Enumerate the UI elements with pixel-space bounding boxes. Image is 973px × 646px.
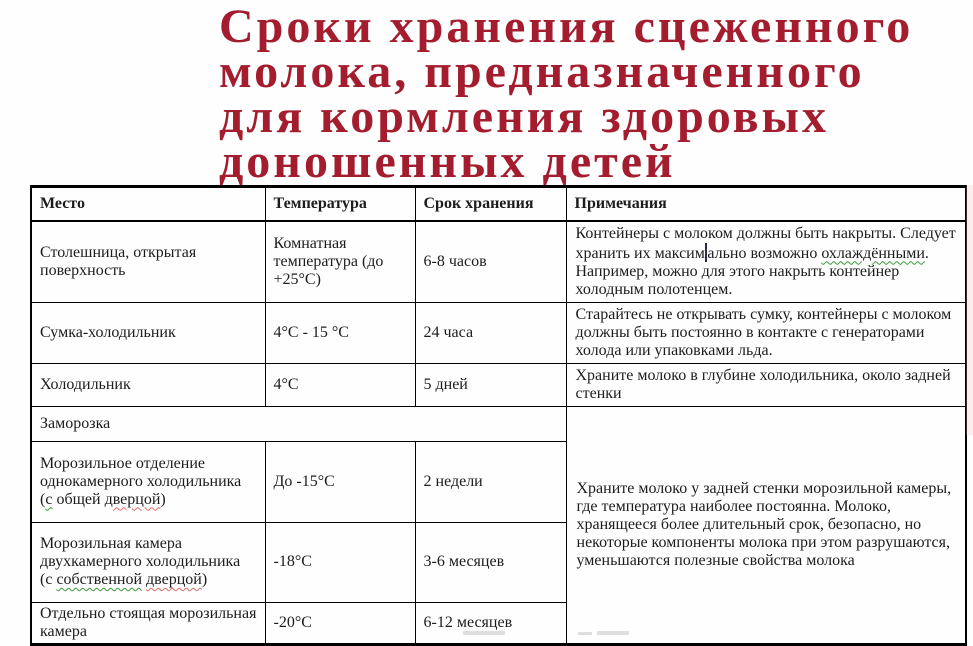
cell-cooler-bag-note[interactable]: Старайтесь не открывать сумку, контейнеры с молоком должны быть постоянно в контакте с генераторами холода или упаковками льда. — [566, 302, 966, 363]
cell-section-freezing[interactable]: Заморозка — [31, 406, 566, 441]
cell-cooler-bag-temp[interactable]: 4°C - 15 °C — [265, 302, 415, 363]
note-text: Контейнеры с молоком должны быть накрыты. Следует хранить их максим — [575, 224, 956, 262]
cell-freezer-shared-duration[interactable]: 2 недели — [415, 441, 566, 522]
cell-standalone-temp[interactable]: -20°C — [265, 602, 415, 644]
cell-standalone-place[interactable]: Отдельно стоящая морозильная камера — [31, 602, 265, 644]
place-text: ) — [201, 571, 208, 588]
title-line-2: молока, предназначенного — [219, 45, 865, 98]
spellcheck-word-red: дверцой — [104, 490, 161, 508]
cell-freezer-shared-temp[interactable]: До -15°C — [265, 441, 415, 522]
place-text: Морозильное отделение однокамерного холодильника ( — [40, 454, 242, 508]
cell-freezer-shared-place[interactable] — [31, 441, 265, 522]
place-text: Морозильная камера двухкамерного холодильника (с — [40, 535, 241, 588]
jpeg-artifact — [463, 631, 505, 635]
row-cooler-bag — [31, 302, 966, 363]
note-text: . Например, можно для этого накрыть контейнер холодным полотенцем. — [575, 244, 929, 298]
cell-countertop-place[interactable]: Столешница, открытая поверхность — [31, 221, 265, 303]
col-header-place: Место — [31, 187, 265, 221]
cell-fridge-note[interactable]: Храните молоко в глубине холодильника, около задней стенки — [566, 363, 966, 406]
table-header-row — [31, 187, 966, 221]
title-line-4: доношенных детей — [219, 135, 676, 188]
cell-fridge-duration[interactable]: 5 дней — [415, 363, 566, 406]
col-header-temperature: Температура — [265, 187, 415, 221]
storage-table — [30, 185, 967, 646]
cell-freezer-own-duration[interactable]: 3-6 месяцев — [415, 522, 566, 602]
spellcheck-word-red: дверцой — [146, 571, 202, 588]
scan-edge-tint — [966, 185, 973, 435]
spellcheck-word-green: собственной — [56, 571, 143, 588]
spellcheck-word-green: охлаждёнными — [821, 244, 925, 262]
title-line-3: для кормления здоровых — [219, 90, 829, 143]
col-header-notes: Примечания — [566, 187, 966, 221]
cell-countertop-duration[interactable]: 6-8 часов — [415, 221, 566, 303]
cell-fridge-place[interactable]: Холодильник — [31, 363, 265, 406]
page-title — [219, 0, 959, 188]
cell-countertop-note[interactable] — [566, 221, 966, 303]
cell-freezer-own-temp[interactable]: -18°C — [265, 522, 415, 602]
cell-cooler-bag-place[interactable]: Сумка-холодильник — [31, 302, 265, 363]
spellcheck-word-green: с — [45, 490, 53, 508]
note-text: ально возможно — [707, 244, 822, 262]
title-line-1: Сроки хранения сцеженного — [219, 0, 914, 53]
jpeg-artifact — [597, 631, 629, 635]
row-countertop — [31, 221, 966, 303]
row-freezing-section — [31, 406, 966, 441]
place-text: ) — [160, 490, 166, 508]
row-fridge — [31, 363, 966, 406]
cell-freezer-own-place[interactable] — [31, 522, 265, 602]
cell-fridge-temp[interactable]: 4°C — [265, 363, 415, 406]
place-text: общей — [52, 490, 105, 508]
cell-frozen-note[interactable]: Храните молоко у задней стенки морозильной камеры, где температура наиболее постоянна. Молоко, хранящееся более длительный срок, безопасно, но некоторые компоненты молока при этом разрушаются, уменьшаются полезные свойства молока — [566, 406, 966, 644]
cell-standalone-duration[interactable]: 6-12 месяцев — [415, 602, 566, 644]
cell-countertop-temp[interactable]: Комнатная температура (до +25°C) — [265, 221, 415, 303]
cell-cooler-bag-duration[interactable]: 24 часа — [415, 302, 566, 363]
col-header-duration: Срок хранения — [415, 187, 566, 221]
